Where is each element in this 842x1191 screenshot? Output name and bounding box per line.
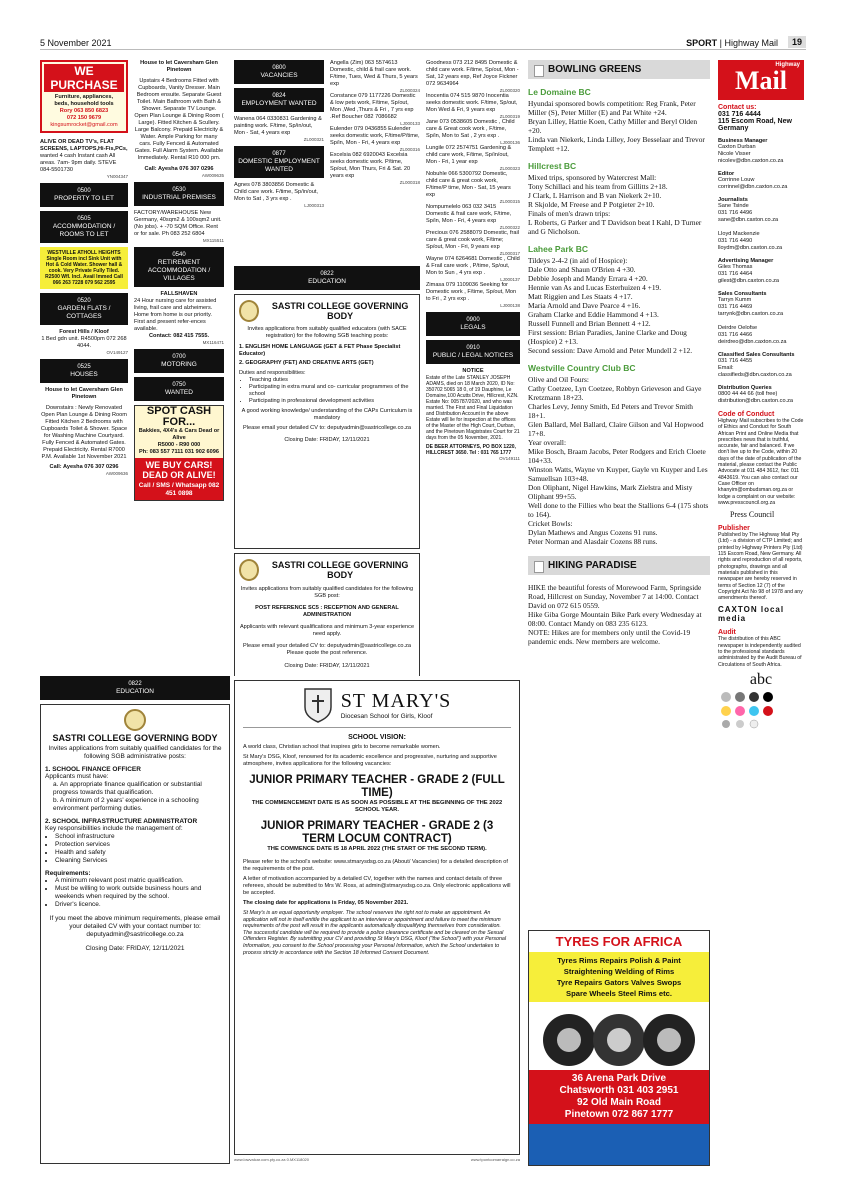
contact-address: 115 Escom Road, New Germany (718, 118, 792, 132)
club-result: Don Oliphant, Nigel Hawkins, Mark Zielstra and Misty Oliphant 99+55. (528, 483, 693, 501)
purchase-phone-1: Rory 063 850 6823 (59, 108, 109, 114)
heading-0822: 0822 EDUCATION (40, 676, 230, 700)
tyres-line: Straightening Welding of Rims (563, 967, 675, 976)
notice-body: Estate of the Late STANLEY JOSEPH ADAMS, died on 18 March 2020, ID No: 350702 5065 18 0, of 19 Dauphine, Le Domaine,100 Acutts Drive, Hillcrest, KZN. Estate No: 005787/2020, and who was married. The First and Final Liquidation and Distribution Account in the above Estate will lie for inspection at the offices of the Master of the High Court, Durban, and the Pinetown Magistrates Court for 21 days from the 05 November, 2021. (426, 375, 520, 441)
club-result: Linda van Niekerk, Linda Lilley, Joey Besselaar and Trevor Templett +12. (528, 135, 705, 153)
club-name: Lahee Park BC (528, 244, 588, 254)
sastri-crest-icon (124, 709, 146, 731)
heading-0525: 0525 HOUSES (40, 359, 128, 383)
sastri-crest-icon (239, 300, 259, 322)
staff-title: Advertising Manager (718, 258, 774, 264)
highway-mail-logo: Highway Mail (718, 60, 804, 100)
para-4: St Mary's is an equal opportunity employer. The school reserves the right not to make an appointment. An application will not in itself entitle the applicant to an interview or appointment and failure to meet the minimum requirements of the post will result in the applicants automatically disqualifying themselves from consideration. The successful candidate will be required to provide a police clearance certificate and be cleared on the Sexual Offenders Register. By submitting your CV and providing St Mary's DSG, Kloof ("the School") with your Personal Information, you consent to the School processing your Personal Information, which the School undertakes to process strictly in accordance with the Section 18 Informed Consent Document. (243, 910, 507, 956)
job-date-1: THE COMMENCEMENT DATE IS AS SOON AS POSSIBLE AT THE BEGINNING OF THE 2022 SCHOOL YEAR. (251, 800, 503, 813)
club-result: Peter Norman and Alasdair Cozens 88 runs. (528, 537, 658, 546)
audit-text: The distribution of this ABC newspaper is independently audited to the professional standards administrated by the Audit Bureau of Circulations of South Africa. (718, 636, 802, 668)
job-title-2: JUNIOR PRIMARY TEACHER - GRADE 2 (3 TERM LOCUM CONTRACT) (260, 820, 494, 845)
staff-title: Sales Consultants (718, 291, 767, 297)
color-swatch-icon (718, 689, 804, 729)
publisher-text: Published by The Highway Mail Pty (Ltd) - a division of CTP Limited; and printed by Highway Printers Pty (Ltd) 115 Escom Road, New Germany. All rights and reproduction of all reports, photographs, drawings and all materials published in this newspaper are hereby reserved in terms of Section 12 (7) of the Copyright Act No 98 of 1978 and any amendments thereof. (718, 532, 803, 602)
post-finance-b: b. A minimum of 2 years' experience in a schooling environment performing duties. (53, 797, 199, 812)
sastri2-email[interactable]: Please email your detailed CV to: deputyadmin@sastricollege.co.za Please quote the post reference. (243, 643, 411, 656)
staff-info: Tarryn Kumm 031 716 4469 tarrynk@dbn.caxton.co.za Deirdre Oelofse 031 716 4466 deirdreo@dbn.caxton.co.za (718, 297, 787, 345)
club-name: Le Domaine BC (528, 87, 591, 97)
club-result: Cathy Coetzee, Lyn Coetzee, Robbyn Grieveson and Gaye Kretzmann 18+23. (528, 384, 702, 402)
caxton-logo: CAXTON local media (718, 605, 785, 624)
factory-ad: FACTORY/WAREHOUSE New Germany, 40sqm2 & 100sqm2 unit. (No jobs). + -70 SQM Office. Rent or for sale. Ph 083 252 6804 (134, 210, 222, 237)
issue-date: 5 November 2021 (40, 38, 112, 48)
staff-title: Business Manager (718, 138, 768, 144)
heading-0505: 0505 ACCOMMODATION / ROOMS TO LET (40, 211, 128, 243)
st-marys-title: ST MARY'S (340, 690, 452, 712)
staff-title: Distribution Queries (718, 385, 772, 391)
hike-item: Hike Giba Gorge Mountain Bike Park every Wednesday at 08:00. Contact Mandy on 083 235 6123. (528, 610, 702, 628)
sastri1-knowledge: A good working knowledge/ understanding of the CAPs Curriculum is mandatory (241, 408, 413, 421)
hike-item: HIKE the beautiful forests of Morewood Farm, Springside Road, Hillcrest on Sunday, November 7 at 14:00. Contact David on 072 615 0559. (528, 583, 702, 610)
requirement-item: • Driver's licence. (55, 901, 225, 909)
list-item: Inocentia 074 515 9870 Inocentia seeks domestic work. F/time, Sp/out, Mon Wed & Fri, 9 years exp ZL000319 (426, 93, 520, 119)
education-section-left (40, 676, 230, 1171)
list-item: Constance 079 1177226 Domestic & low pets work, F/time, Sp/out, Mon ,Wed ,Thurs & Fri , 7 yrs exp .Ref Boucher 082 7086682 LJ000133 (330, 93, 420, 126)
sastri1-title: SASTRI COLLEGE GOVERNING BODY (271, 301, 409, 321)
heading-0500: 0500 PROPERTY TO LET (40, 183, 128, 207)
para-2: A letter of motivation accompanied by a detailed CV, together with the names and contact details of three referees, should be submitted to Mrs W. Ross, at admin@stmarysdsg.co.za. Only electronic applications will be accepted. (243, 876, 511, 896)
heading-0530: 0530 INDUSTRIAL PREMISES (134, 182, 224, 206)
forest-title: Forest Hills / Kloof (59, 329, 109, 335)
closing-date: Closing Date: FRIDAY, 12/11/2021 (85, 945, 185, 952)
st-marys-ad[interactable] (234, 680, 520, 1155)
duty-item: • Participating in professional development activities (249, 398, 415, 405)
club-result: Bryan Lilley, Hattie Koen, Cathy Miller and Beryl Olden +20. (528, 117, 698, 135)
sastri2-post: POST REFERENCE SC5 : RECEPTION AND GENERAL ADMINISTRATION (255, 605, 399, 618)
duty-item: • Participating in extra mural and co- curricular programmes of the school (249, 384, 415, 398)
tyres-line: Tyres Rims Repairs Polish & Paint (557, 956, 681, 965)
contact-phone: 031 716 4444 (718, 111, 761, 118)
sastri-title: SASTRI COLLEGE GOVERNING BODY (52, 733, 218, 743)
staff-info: Caxton Durban Nicole Visser nicolev@dbn.caxton.co.za (718, 144, 784, 164)
house2-ref: AW009635 (201, 173, 224, 178)
heading-0822-middle: 0822 EDUCATION (234, 266, 420, 290)
club-result: Cricket Bowls: (528, 519, 573, 528)
vision-title: SCHOOL VISION: (348, 734, 406, 741)
purchase-line-2: beds, household tools (54, 101, 114, 107)
club-result: J Clark, L Harrison and B van Niekerk 2+10. (528, 191, 662, 200)
tyres-line: Spare Wheels Steel Rims etc. (566, 989, 672, 998)
classifieds-column-3 (234, 60, 324, 270)
house-call: Call: Ayesha 076 307 0296 (49, 464, 119, 470)
fallshaven-title: FALLSHAVEN (160, 291, 198, 297)
para-3: The closing date for applications is Friday, 05 November 2021. (243, 900, 409, 906)
sastri-reception-ad[interactable] (234, 553, 420, 676)
heading-0540: 0540 RETIREMENT ACCOMMODATION / VILLAGES (134, 247, 224, 287)
buy-phone: Call / SMS / Whatsapp 082 451 0898 (135, 482, 223, 500)
tyres-address: 92 Old Main Road (577, 1097, 661, 1108)
code-text: Highway Mail subscribes to the Code of Ethics and Conduct for South African Print and Online Media that prescribes news that is truthful, accurate, fair and balanced. If we don't live up to the Code, within 20 days of the date of publication of the material, please contact the Public Advocate at 011 484 3612, fax: 011 4843619. You can also contact our Case Officer on khanyim@ombudsman.org.za or lodge a complaint on our website: www.presscouncil.org.za (718, 418, 804, 506)
duty-item: • Teaching duties (249, 377, 415, 384)
post-finance-a: a. An appropriate finance qualification or substantial progress towards that qualification. (53, 781, 202, 796)
list-item: Lungile 072 2574751 Gardening & child care work, F/time, Sp/in/out, Mon - Fri, 1 year exp ZL000323 (426, 145, 520, 171)
club-result: Maria Arnold and Dave Pearce 4 +16. (528, 301, 641, 310)
purchase-ad[interactable] (40, 60, 128, 133)
heading-0800: 0800 VACANCIES (234, 60, 324, 84)
publisher-title: Publisher (718, 525, 750, 533)
heading-0750: 0750 WANTED (134, 377, 224, 401)
alive-ref: YN004347 (106, 174, 128, 179)
tyres-image-icon (529, 1002, 709, 1070)
purchase-line-1: Furniture, appliances, (54, 94, 114, 100)
post-infra-req: Key responsibilities include the management of: (45, 825, 183, 832)
staff-info: 0800 44 44 66 (toll free) distribution@dbn.caxton.co.za (718, 391, 794, 404)
staff-info: Sane Tsinde 031 716 4496 sane@dbn.caxton.co.za Lloyd Mackenzie 031 716 4490 lloydm@dbn.caxton.co.za (718, 203, 783, 251)
fallshaven-ref: MX116471 (202, 340, 224, 345)
classifieds-column-4 (330, 60, 420, 270)
club-result: Graham Clarke and Eddie Hammond 4 +13. (528, 310, 659, 319)
purchase-email: kingsumrocket@gmail.com (50, 122, 118, 128)
school-crest-icon (303, 687, 333, 723)
requirements-title: Requirements: (45, 870, 91, 877)
forest-ref: OV149127 (106, 350, 128, 355)
hiking-header: HIKING PARADISE (528, 556, 710, 575)
house2-call: Call: Ayesha 076 307 0296 (144, 166, 214, 172)
post-finance: 1. SCHOOL FINANCE OFFICER (45, 766, 141, 773)
spot-phone: Ph: 083 557 7111 031 902 6096 (139, 449, 219, 455)
list-item: Angella (Zim) 063 5574613 Domestic, child & frail care work. F/time, Tues, Wed & Thurs, 5 years exp ZL000324 (330, 60, 420, 93)
house-body: Downstairs : Newly Renovated Open Plan Lounge & Dining Room Fitted Kitchen 2 Bedrooms with Cupboards Toilet & Shower. Space for Washing Machine Courtyard. Fully Fenced & Automated Gates. Prepaid Electricity. Rental R7000 P.M. Available 1st November 2021 (40, 405, 128, 460)
club-result: Year overall: (528, 438, 567, 447)
vision-text: A world class, Christian school that inspires girls to become remarkable women. (243, 744, 441, 750)
club-result: Tony Schillaci and his team from Gillitts 2+18. (528, 182, 668, 191)
list-item: Nobuhle 066 5300792 Domestic, child care & great cook work, F/time/P time, Mon - Sat, 15 years exp ZL000315 (426, 171, 520, 204)
section-label: SPORT | Highway Mail (686, 38, 778, 48)
club-result: Hyundai sponsored bowls competition: Reg Frank, Peter Miller (S), Peter Miller (E) and Pat White +24. (528, 99, 696, 117)
heading-0824: 0824 EMPLOYMENT WANTED (234, 88, 324, 112)
club-result: Mixed trips, sponsored by Watercrest Mall: (528, 173, 657, 182)
sastri-intro: Invites applications from suitably qualified candidates for the following SGB administrative posts: (48, 745, 222, 760)
tyres-title: TYRES FOR AFRICA (529, 931, 709, 952)
infra-item: • Cleaning Services (55, 857, 225, 865)
alive-body: wanted 4 cash Instant cash All areas. 7am- 9pm daily. STEVE 084-5501730 (40, 153, 117, 173)
bowling-header: BOWLING GREENS (528, 60, 710, 79)
list-item: Wayne 074 6264681 Domestic , Child & Frail care work , P/time, Sp/out, Mon to Sun , 4 yrs exp . LJ000137 (426, 256, 520, 282)
sastri-teaching-ad[interactable] (234, 294, 420, 549)
club-result: Mike Bosch, Braam Jacobs, Peter Rodgers and Erich Cloete 104+33. (528, 447, 706, 465)
purchase-phone-2: 072 150 9679 (66, 115, 102, 121)
staff-info: 031 716 4455 Email: classifieds@dbn.caxton.co.za (718, 358, 792, 378)
agnes-ad: Agnes 078 3803856 Domestic & Child care work. F/time, Sp/in/out, Mon to Sat , 3 yrs exp . (234, 182, 318, 202)
abc-logo: abc (749, 670, 773, 688)
club-result: First session: Brian Paradies, Janine Clarke and Doug (Hospice) 2 +13. (528, 328, 687, 346)
spot-range: R5000 - R90 000 (157, 442, 201, 448)
club-result: Glen Ballard, Mel Ballard, Claire Gilson and Val Hopwood 17+8. (528, 420, 704, 438)
club-result: Matt Riggien and Les Staats 4 +17. (528, 292, 633, 301)
club-result: Hennie van As and Lucas Esterhuizen 4 +19. (528, 283, 662, 292)
sastri-admin-ad[interactable] (40, 704, 230, 1164)
page-header (40, 38, 806, 50)
alive-title: ALIVE OR DEAD TV's, FLAT SCREENS, LAPTOPS,Hi-Fis,PCs, (40, 139, 128, 152)
wanena-ad: Wanena 064 0330831 Gardening & painting work. F/time, Sp/in/out, Mon - Sat, 4 years exp (234, 116, 322, 136)
classifieds-column-2 (134, 60, 224, 672)
list-item: Excelsia 082 6920043 Excelsia seeks domestic work. P/time, Sp/out, Mon Thurs, Fri & Sat. 20 years exp ZL000318 (330, 152, 420, 185)
ad-footer: www.lowvalcar.com.pty.co.za 0.MX118020 www.tpontcomarraign.co.za (234, 1157, 520, 1162)
agnes-ref: LJ000313 (304, 203, 324, 208)
list-item: Nompumelelo 063 032 3415 Domestic & frail care work, F/time, Sp/in, Mon - Fri, 4 years exp ZL000322 (426, 204, 520, 230)
list-item: Eulender 079 0436855 Eulender seeks domestic work, F/time/P/time, Sp/in, Mon - Fri, 4 years exp ZL000316 (330, 126, 420, 152)
wanena-ref: ZL000321 (303, 137, 324, 142)
list-item: Goodness 073 212 8495 Domestic & child care work. F/time, Sp/out, Mon - Sat, 12 years exp, Ref Joyce Fickner 072 9634964 ZL000320 (426, 60, 520, 93)
heading-0520: 0520 GARDEN FLATS / COTTAGES (40, 293, 128, 325)
para-1: Please refer to the school's website: www.stmarysdsg.co.za (About/ Vacancies) for a detailed description of the requirements of the post. (243, 859, 508, 872)
tyres-ad[interactable] (528, 930, 710, 1166)
st-marys-subtitle: Diocesan School for Girls, Kloof (340, 713, 433, 720)
sastri2-title: SASTRI COLLEGE GOVERNING BODY (271, 560, 409, 580)
club-result: Winston Watts, Wayne vn Kuyper, Gayle vn Kuyper and Les Samuellsan 103+48. (528, 465, 708, 483)
club-result: Second session: Dave Arnold and Peter Mundell 2 +12. (528, 346, 693, 355)
club-result: Dale Otto and Shaun O'Brien 4 +30. (528, 265, 636, 274)
requirements-list (45, 877, 225, 909)
sastri1-closing: Closing Date: FRIDAY, 12/11/2021 (284, 437, 370, 443)
list-item: Zimasa 079 1109036 Seeking for Domestic work , F/time, Sp/out, Mon to Fri , 2 yrs exp . LJ000138 (426, 282, 520, 308)
infra-item: • Protection services (55, 841, 225, 849)
duties-list (239, 377, 415, 405)
spot-cash-ad[interactable] (134, 405, 224, 501)
club-result: Russell Funnell and Brian Bennett 4 +12. (528, 319, 651, 328)
post-finance-req: Applicants must have: (45, 773, 109, 780)
staff-title: Journalists (718, 197, 748, 203)
purchase-logo: WE PURCHASE (44, 64, 124, 92)
fallshaven-body: 24 Hour nursing care for assisted living, frail care and alzheimers. Home from home is our priority. First and present refer-ences available. (134, 298, 217, 332)
contact-title: Contact us: (718, 104, 757, 111)
notice-title: NOTICE (462, 368, 484, 374)
requirement-item: • A minimum relevant post matric qualification. (55, 877, 225, 885)
club-result: Dylan Mathews and Angus Cozens 91 runs. (528, 528, 658, 537)
sastri1-post1: 1. ENGLISH HOME LANGUAGE (GET & FET Phase Specialist Educator) (239, 344, 401, 357)
sastri-crest-icon (239, 559, 259, 581)
job-title-1: JUNIOR PRIMARY TEACHER - GRADE 2 (FULL TIME) (249, 774, 505, 799)
forest-body: 1 Bed gdn unit. R4500pm 072 268 4044. (41, 336, 127, 349)
house2-body: Upstairs 4 Bedrooms Fitted with Cupboards, Vanity Dresser. Main Bedroom ensuite. Separate Guest Toilet. Main Bathroom with Bath & Shower. Separate TV Lounge. Open Plan Lounge & Dining Room ( Large). Fitted Kitchen & Scullery. Large Balcony. Prepaid Electricity & Water. Ample Parking for many cars. Fully Fenced & Automated Gates. Full Alarm System. Available Immediately. Rental R10 000 pm. (134, 78, 224, 161)
infra-list (45, 833, 225, 865)
heading-0877: 0877 DOMESTIC EMPLOYMENT WANTED (234, 146, 324, 178)
staff-title: Classified Sales Consultants (718, 352, 795, 358)
sastri1-duties: Duties and responsibilities: (239, 370, 306, 376)
westville-ad: WESTVILLE ATHOLL HEIGHTS Single Room incl Sink Unit with Hot & Cold Water. Shower hall & cook. Very Private Fully Tiled. R2500 Wfl. Incl. Avail Immed Call 066 263 7228 079 562 2595 (40, 247, 128, 289)
list-item: Precious 076 2588079 Domestic, frail care & great cook work, F/time; Sp/out, Mon - Fri, 9 years exp ZL000317 (426, 230, 520, 256)
staff-info: Corrinne Louw corrinnel@dbn.caxton.co.za (718, 177, 788, 190)
tyres-phone: Pinetown 072 867 1777 (564, 1109, 674, 1120)
education-section-middle (234, 266, 420, 676)
buy-cars: WE BUY CARS! DEAD OR ALIVE! (135, 458, 223, 482)
club-result: Olive and Oil Fours: (528, 375, 589, 384)
requirement-item: • Must be willing to work outside business hours and weekends when required by the school. (55, 885, 225, 901)
infra-item: • School infrastructure (55, 833, 225, 841)
sastri1-post2: 2. GEOGRAPHY (FET) AND CREATIVE ARTS (GET) (239, 360, 374, 366)
club-result: Charles Levy, Jenny Smith, Ed Peters and Trevor Smith 18+1. (528, 402, 693, 420)
sastri1-intro: Invites applications from suitably qualified educators (with SACE registration) for the following SGB teaching posts: (247, 326, 407, 339)
club-name: Hillcrest BC (528, 161, 577, 171)
tyres-line: Tyre Repairs Gators Valves Swops (556, 978, 682, 987)
fallshaven-contact: Contact: 082 415 7555. (148, 333, 209, 339)
notice-sign: DE BEER ATTORNEYS, PO BOX 1220, HILLCREST 3650. Tel : 031 765 1777 (426, 444, 516, 456)
tyres-address: 36 Arena Park Drive (571, 1073, 667, 1084)
club-name: Westville Country Club BC (528, 363, 636, 373)
factory-ref: MX115511 (202, 238, 224, 243)
spot-title: SPOT CASH FOR... (146, 405, 212, 428)
club-result: Finals of men's drawn trips: (528, 209, 611, 218)
heading-0900: 0900 LEGALS (426, 312, 520, 336)
hike-item: NOTE: Hikes are for members only until the Covid-19 pandemic ends. New members are welcome. (528, 628, 691, 646)
club-result: Tildeys 2-4-2 (in aid of Hospice): (528, 256, 628, 265)
masthead-column (718, 60, 804, 1170)
sastri2-closing: Closing Date: FRIDAY, 12/11/2021 (284, 663, 370, 669)
list-item: Jane 073 0538605 Domestic , Child care & Great cook work , F/time, Sp/in, Mon to Sat , 2 yrs exp . LJ000136 (426, 119, 520, 145)
intro-text: St Mary's DSG, Kloof, renowned for its academic excellence and progressive, nurturing and supportive atmosphere, invites applications for the following vacancies: (243, 754, 497, 767)
audit-title: Audit (718, 629, 736, 637)
sastri2-intro: Invites applications from suitably qualified candidates for the following SGB post: (240, 586, 414, 599)
house-title: House to let Caversham Glen Pinetown (45, 387, 123, 400)
notice-ref: OV149111 (499, 456, 520, 461)
staff-info: Giles Thomas 031 716 4464 gilest@dbn.caxton.co.za (718, 264, 780, 284)
classifieds-column-5 (426, 60, 520, 788)
req-footer: If you meet the above minimum requirements, please email your detailed CV with your contact number to: (49, 915, 221, 930)
club-result: Debbie Joseph and Mandy Errara 4 +20. (528, 274, 648, 283)
post-infra: 2. SCHOOL INFRASTRUCTURE ADMINISTRATOR (45, 818, 198, 825)
press-council-logo: Press Council (730, 510, 775, 520)
tyres-phone: Chatsworth 031 403 2951 (559, 1085, 679, 1096)
club-result: R Skjolde, M Freese and P Potgieter 2+10. (528, 200, 655, 209)
spot-sub: Bakkies, 4X4's & Cars Dead or Alive (138, 428, 220, 441)
sastri1-email[interactable]: Please email your detailed CV to: deputyadmin@sastricollege.co.za (243, 425, 411, 431)
club-result: Well done to the Fillies who beat the Stallions 6-4 (175 shots to 164). (528, 501, 709, 519)
infra-item: • Health and safety (55, 849, 225, 857)
job-date-2: THE COMMENCE DATE IS 18 APRIL 2022 (THE START OF THE SECOND TERM). (267, 846, 487, 852)
heading-0700: 0700 MOTORING (134, 349, 224, 373)
house-ref: AW009636 (105, 471, 128, 476)
code-title: Code of Conduct (718, 411, 775, 418)
club-result: L Roberts, G Parker and T Davidson beat I Kahl, D Turner and G Nicholson. (528, 218, 702, 236)
req-email[interactable]: deputyadmin@sastricollege.co.za (86, 931, 184, 938)
house2-title: House to let Caversham Glen Pinetown (140, 60, 218, 73)
sastri2-req: Applicants with relevant qualifications and minimum 3-year experience need apply. (239, 624, 415, 637)
page-number: 19 (788, 36, 806, 48)
staff-title: Editor (718, 171, 735, 177)
heading-0910: 0910 PUBLIC / LEGAL NOTICES (426, 340, 520, 364)
